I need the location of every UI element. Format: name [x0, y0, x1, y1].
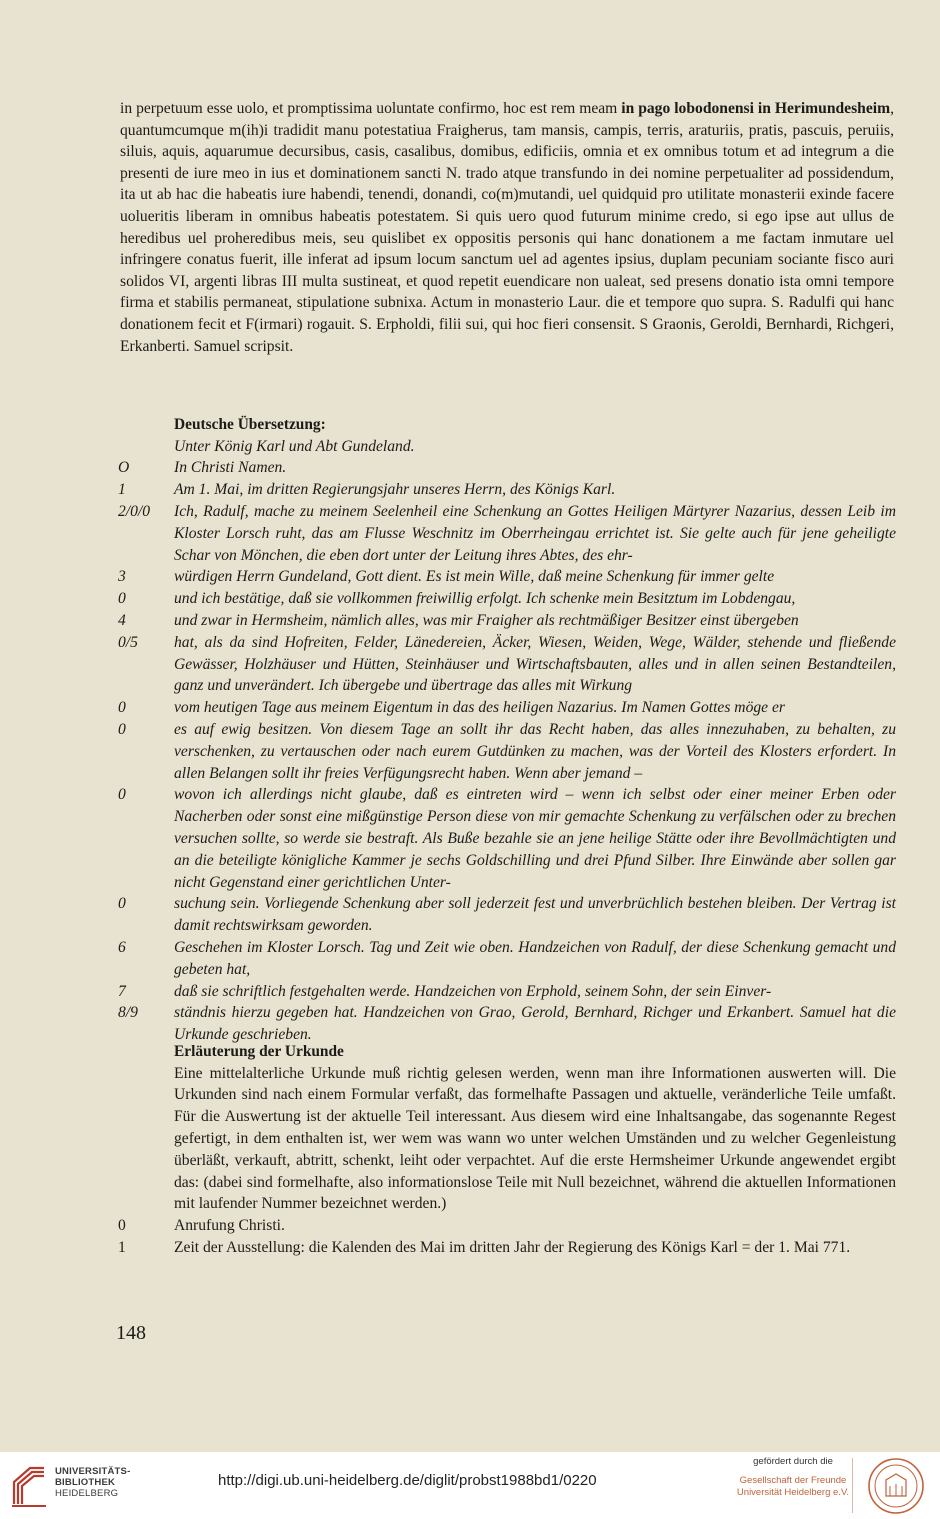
- line-text: daß sie schriftlich festgehalten werde. Handzeichen von Erphold, seinem Sohn, der sein Einver-: [174, 982, 772, 1000]
- line-text: Unter König Karl und Abt Gundeland.: [174, 437, 415, 455]
- explanation-item: [118, 1237, 896, 1259]
- line-text: und zwar in Hermsheim, nämlich alles, was mir Fraigher als rechtmäßiger Besitzer einst übergeben: [174, 611, 799, 629]
- library-logo-icon: [8, 1460, 50, 1510]
- line-text: hat, als da sind Hofreiten, Felder, Länedereien, Äcker, Wiesen, Weiden, Wege, Wälder, stehende und fließende Gewässer, Holzhäuser und Hütten, Steinhäuser und Wirtschaftsbauten, alles und in allen seinen Bestandteilen, ganz und unverändert. Ich übergebe und übertrage das alles mit Wirkung: [174, 633, 896, 695]
- line-number: 0: [118, 699, 126, 717]
- translation-row: [118, 784, 896, 893]
- line-number: 2/0/0: [118, 502, 151, 520]
- translation-row: [118, 697, 896, 719]
- sponsor-name: Gesellschaft der Freunde Universität Heidelberg e.V.: [736, 1475, 850, 1498]
- translation-row: [118, 719, 896, 784]
- line-text: und ich bestätige, daß sie vollkommen freiwillig erfolgt. Ich schenke mein Besitztum im Lobdengau,: [174, 590, 796, 608]
- line-text: Anrufung Christi.: [174, 1217, 285, 1235]
- line-text: Ich, Radulf, mache zu meinem Seelenheil eine Schenkung an Gottes Heiligen Märtyrer Nazarius, dessen Leib im Kloster Lorsch ruht, das am Flusse Weschnitz im Oberrheingau errichtet ist. Sie gelte auch für jene geheiligte Schar von Mönchen, die eben dort unter der Leitung ihres Abtes, des ehr-: [174, 502, 896, 564]
- translation-row: [118, 501, 896, 566]
- line-number: 1: [118, 1238, 126, 1256]
- line-number: 0: [118, 786, 126, 804]
- translation-row: [118, 610, 896, 632]
- translation-heading: Deutsche Übersetzung:: [174, 416, 326, 433]
- line-number: 4: [118, 611, 126, 629]
- explanation-items: [118, 1215, 896, 1259]
- digitization-url-link[interactable]: http://digi.ub.uni-heidelberg.de/diglit/probst1988bd1/0220: [218, 1472, 597, 1489]
- line-number: 8/9: [118, 1004, 138, 1022]
- line-number: 0: [118, 895, 126, 913]
- line-text: suchung sein. Vorliegende Schenkung aber soll jederzeit fest und unverbrüchlich bestehen bleiben. Der Vertrag ist damit rechtswirksam geworden.: [174, 895, 896, 935]
- line-text: würdigen Herrn Gundeland, Gott dient. Es ist mein Wille, daß meine Schenkung für immer gelte: [174, 568, 775, 586]
- translation-row: [118, 566, 896, 588]
- translation-row: [118, 981, 896, 1003]
- line-number: O: [118, 459, 130, 477]
- line-number: 0: [118, 1217, 126, 1235]
- translation-row: [118, 632, 896, 697]
- line-number: 1: [118, 481, 126, 499]
- latin-paragraph: in perpetuum esse uolo, et promptissima uoluntate confirmo, hoc est rem meam in pago lobodonensi in Herimundesheim, quantumcumque m(ih)i tradidit manu potestatiua Fraigherus, tam mansis, campis, terris, araturiis, pratis, pascuis, peruiis, siluis, aquis, aquarumue decursibus, casis, casalibus, domibus, edificiis, omnia et ex omnibus totum et ad integrum a die presenti de iure meo in ius et dominationem sancti N. trado atque transfundo in dei nomine perpetualiter ad possidendum, ita ut ab hac die habeatis iure habendi, tenendi, donandi, co(m)mutandi, uel quidquid pro utilitate monasterii exinde facere uolueritis liberam in omnibus habeatis potestatem. Si quis uero quod futurum minime credo, si ego ipse aut ullus de heredibus uel proheredibus meis, seu quislibet ex oppositis personis qui hanc donationem a me factam inmutare uel infringere conatus fuerit, ille inferat ad ipsum locum sanctum uel ad agentes ipsius, duplam pecuniam sociante fisco auri solidos VI, argenti libras III multa sustineat, et quod repetit euendicare non ualeat, sed presens donatio ista omni tempore firma et stabilis permaneat, stipulatione subnixa. Actum in monasterio Laur. die et tempore quo supra. S. Radulfi qui hanc donationem fecit et F(irmari) rogauit. S. Erpholdi, filii sui, qui hoc fieri consensit. S Graonis, Geroldi, Bernhardi, Richgeri, Erkanberti. Samuel scripsit.: [120, 100, 894, 355]
- line-text: Zeit der Ausstellung: die Kalenden des Mai im dritten Jahr der Regierung des Königs Karl = der 1. Mai 771.: [174, 1238, 851, 1256]
- library-footer: [0, 1452, 940, 1519]
- library-name: UNIVERSITÄTS- BIBLIOTHEK HEIDELBERG: [55, 1466, 131, 1499]
- sponsor-prefix: gefördert durch die: [753, 1456, 833, 1467]
- university-seal-icon: [866, 1456, 926, 1516]
- translation-row: [118, 588, 896, 610]
- line-text: Am 1. Mai, im dritten Regierungsjahr unseres Herrn, des Königs Karl.: [174, 481, 616, 499]
- latin-charter-text: [120, 98, 894, 357]
- translation-row: [118, 457, 896, 479]
- line-text: ständnis hierzu gegeben hat. Handzeichen von Grao, Gerold, Bernhard, Richger und Erkanbert. Samuel hat die Urkunde geschrieben.: [174, 1004, 896, 1044]
- footer-divider: [852, 1458, 853, 1513]
- line-number: [118, 436, 174, 458]
- translation-row: [118, 893, 896, 937]
- latin-place-name: in pago lobodonensi in Herimundesheim: [621, 100, 891, 117]
- german-translation: [118, 414, 896, 1046]
- explanation-item: [118, 1215, 896, 1237]
- line-number: 3: [118, 568, 126, 586]
- line-number: 0/5: [118, 633, 138, 651]
- charter-explanation: [118, 1041, 896, 1259]
- explanation-intro: Eine mittelalterliche Urkunde muß richtig gelesen werden, wenn man ihre Informationen auswerten will. Die Urkunden sind nach einem Formular verfaßt, das formelhafte Passagen und aktuelle, veränderliche Teile umfaßt. Für die Auswertung ist der aktuelle Teil interessant. Aus diesem wird eine Inhaltsangabe, das sogenannte Regest gefertigt, in dem enthalten ist, wer wem was wann wo unter welchen Umständen und zu welcher Gegenleistung überläßt, verkauft, abtritt, schenkt, leiht oder verpachtet. Auf die erste Hermsheimer Urkunde angewendet ergibt das: (dabei sind formelhafte, also informationslose Teile mit Null bezeichnet, während die aktuellen Informationen mit laufender Nummer bezeichnet werden.): [174, 1064, 896, 1213]
- line-text: vom heutigen Tage aus meinem Eigentum in das des heiligen Nazarius. Im Namen Gottes möge er: [174, 699, 785, 717]
- line-text: es auf ewig besitzen. Von diesem Tage an sollt ihr das Recht haben, das alles innezuhaben, zu behalten, zu verschenken, zu vertauschen oder nach eurem Gutdünken zu machen, was der Vorteil des Klosters erfordert. In allen Belangen sollt ihr freies Verfügungsrecht haben. Wenn aber jemand –: [174, 720, 896, 782]
- line-number: 6: [118, 938, 126, 956]
- page-number: 148: [116, 1322, 146, 1344]
- translation-row: [118, 436, 896, 458]
- translation-rows: [118, 436, 896, 1046]
- line-text: In Christi Namen.: [174, 459, 287, 477]
- sponsor: [733, 1456, 853, 1499]
- translation-row: [118, 479, 896, 501]
- line-number: 0: [118, 590, 126, 608]
- line-number: 0: [118, 720, 126, 738]
- translation-row: [118, 937, 896, 981]
- line-number: 7: [118, 982, 126, 1000]
- explanation-heading: Erläuterung der Urkunde: [174, 1043, 344, 1060]
- line-text: wovon ich allerdings nicht glaube, daß es eintreten wird – wenn ich selbst oder einer meiner Erben oder Nacherben oder sonst eine mißgünstige Person diese von mir gemachte Schenkung zu verfälschen oder zu brechen versuchen sollte, so werde sie bestraft. Als Buße bezahle sie an jene heilige Stätte oder ihre Bevollmächtigten und an die beteiligte königliche Kammer je sechs Goldschilling und drei Pfund Silber. Ihre Einwände aber sollen gar nicht Gegenstand einer gerichtlichen Unter-: [174, 786, 896, 891]
- translation-row: [118, 1002, 896, 1046]
- explanation-intro-row: [118, 1063, 896, 1216]
- line-text: Geschehen im Kloster Lorsch. Tag und Zeit wie oben. Handzeichen von Radulf, der diese Schenkung gemacht und gebeten hat,: [174, 938, 896, 978]
